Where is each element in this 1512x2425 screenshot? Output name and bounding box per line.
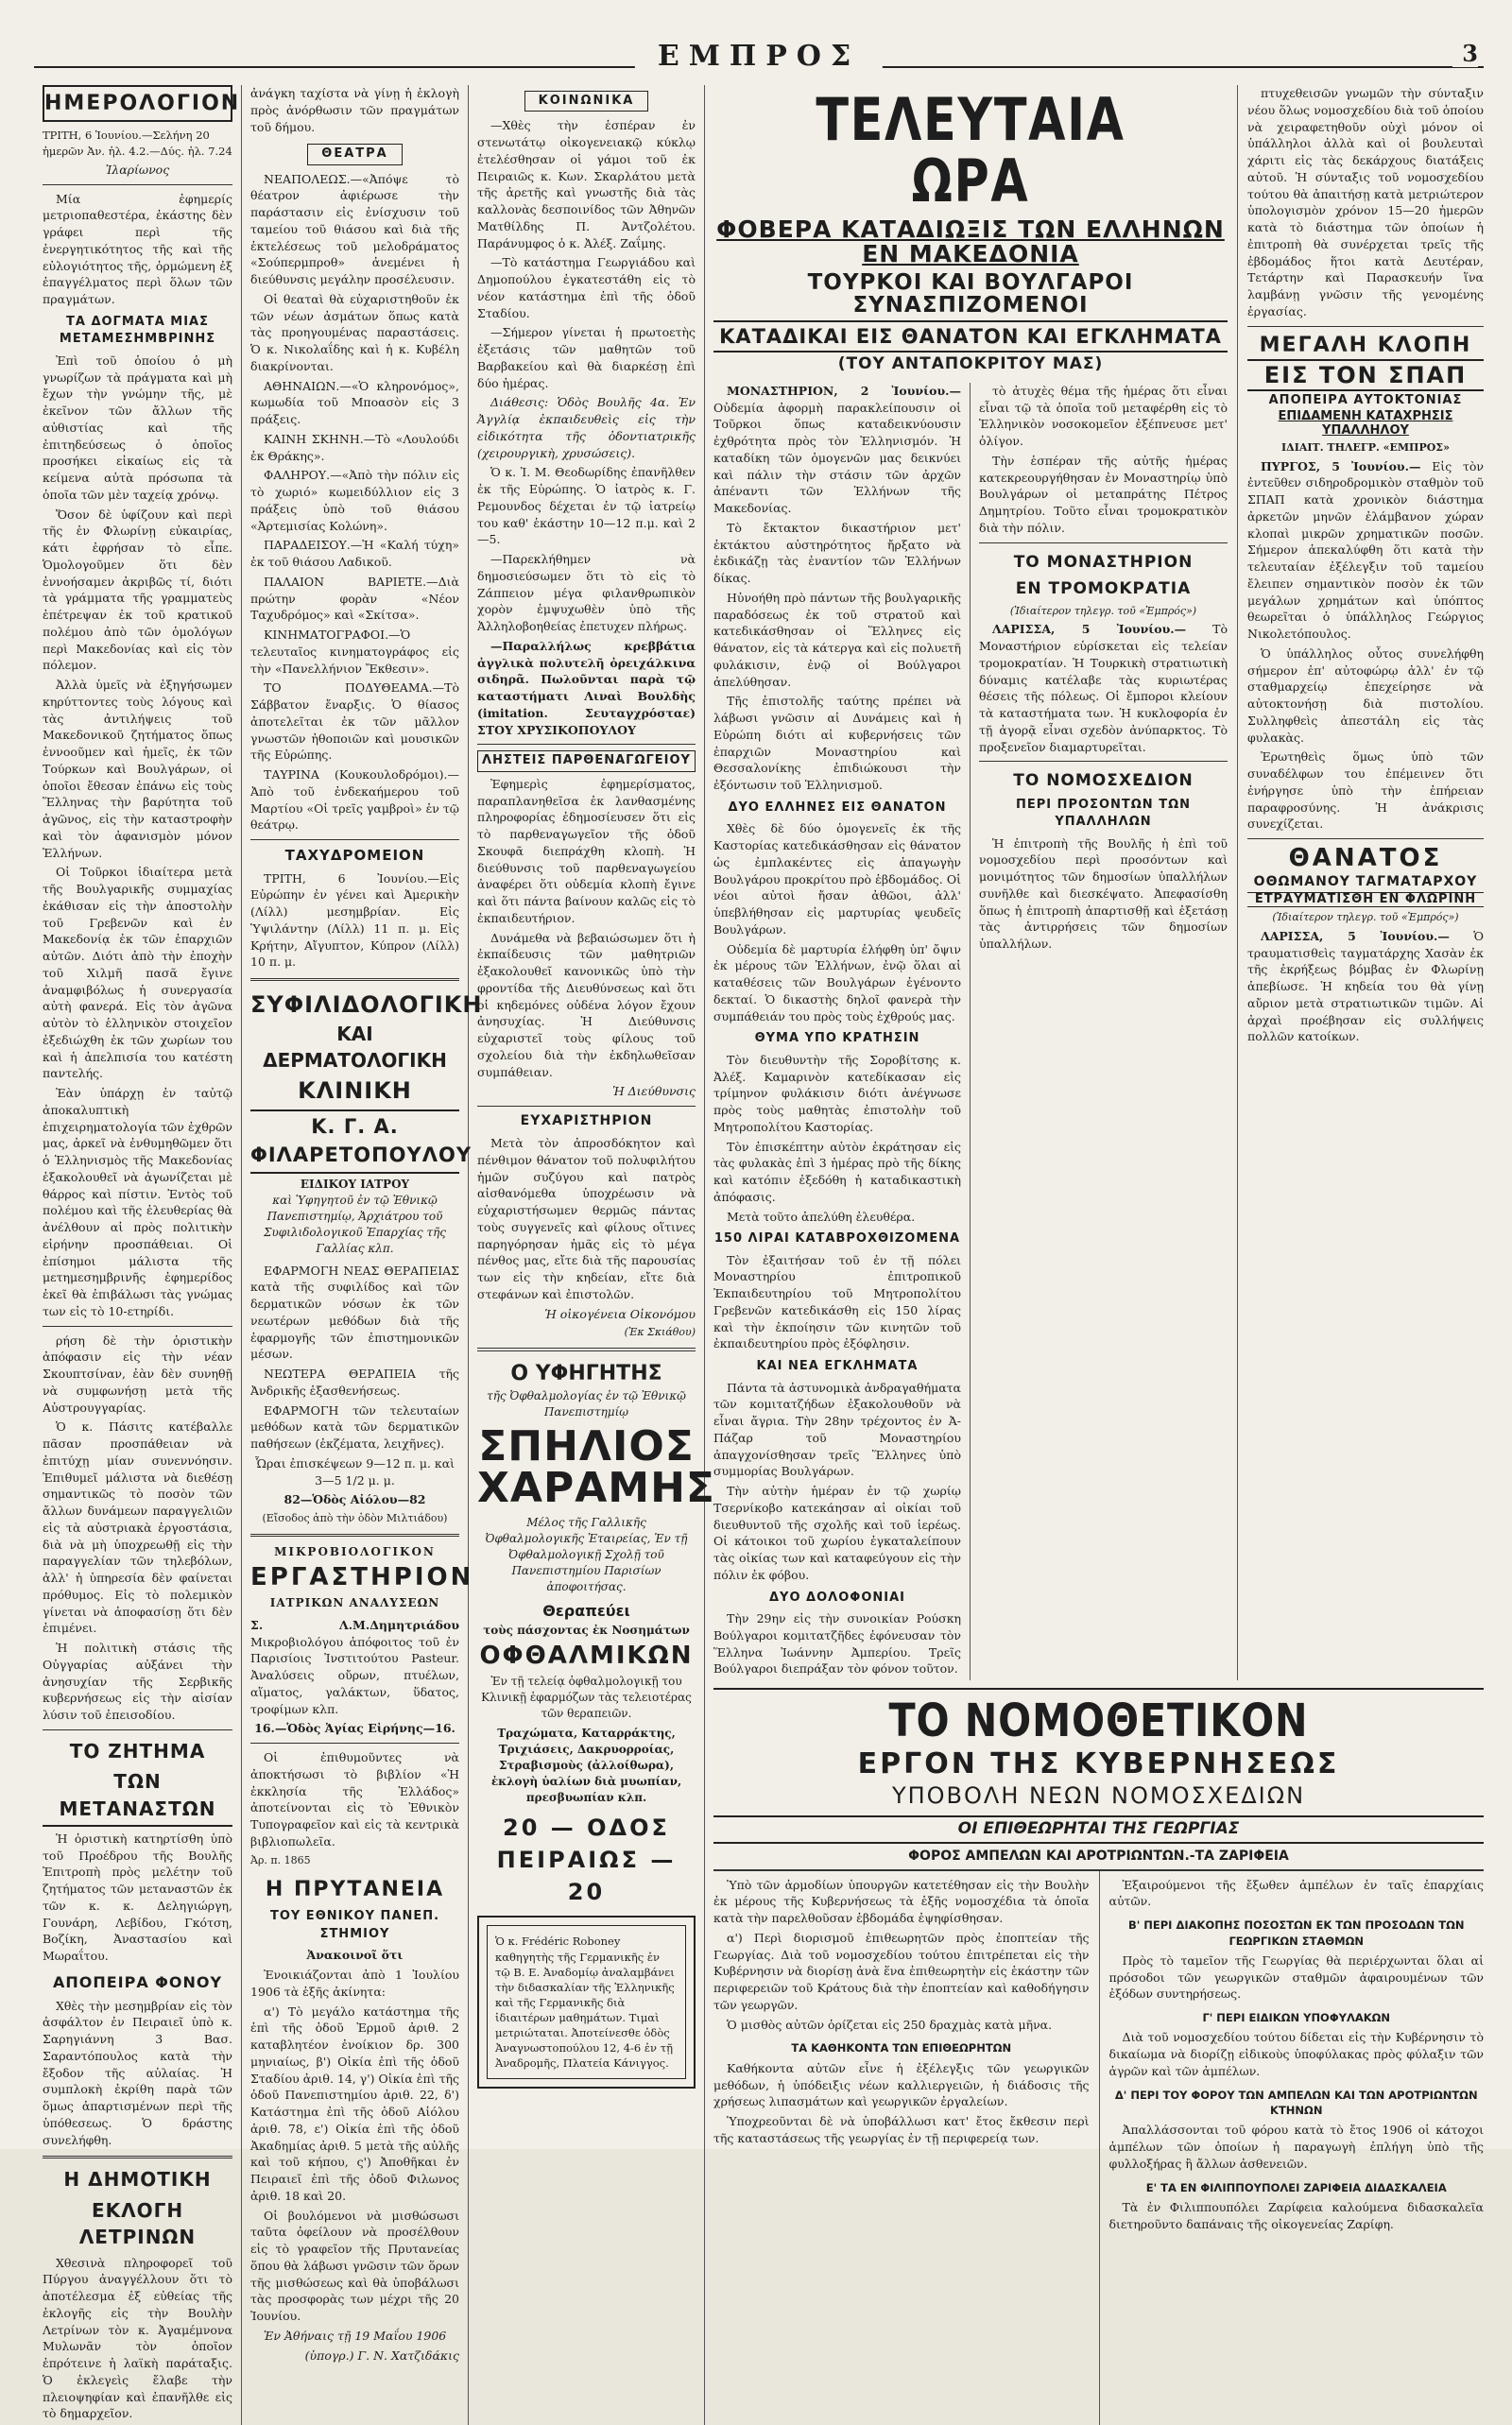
lab-address: 16.—Ὁδὸς Ἁγίας Εἰρήνης—16. bbox=[254, 1721, 455, 1736]
legislative-paragraph: Ὑπὸ τῶν ἁρμοδίων ὑπουργῶν κατετέθησαν εἰς τὴν Βουλὴν ἐκ μέρους τῆς Κυβερνήσεως τὰ ἑξῆς νομοσχέδια τὰ ὁποῖα κατὰ τὴν παρελθοῦσαν ἑβδομάδα ἐψηφίσθησαν. bbox=[713, 1877, 1090, 1926]
ophthalmologist-ad bbox=[477, 1359, 715, 1909]
girls-school-paragraph: Δυνάμεθα νὰ βεβαιώσωμεν ὅτι ἡ ἐκπαίδευσις τῶν μαθητριῶν ἐξακολουθεῖ κανονικῶς ὑπὸ τὴν φροντίδα τῆς Διευθύνσεως καὶ ὅτι οἱ κηδεμόνες οὐδένα λόγον ἔχουν ἀνησυχίας. Ἡ Διεύθυνσις εὐχαριστεῖ τοὺς φίλους τοῦ σχολείου διὰ τὴν ἐκδηλωθεῖσαν συμπάθειαν. bbox=[477, 930, 696, 1079]
divider bbox=[250, 1743, 459, 1744]
clinic-item: ΕΦΑΡΜΟΓΗ ΝΕΑΣ ΘΕΡΑΠΕΙΑΣ κατὰ τῆς συφιλίδος καὶ τῶν δερματικῶν νόσων ἐκ τῶν νεωτέρων μεθόδων διὰ τῆς ἐφαρμογῆς τῶν ἐπιστημονικῶν μέσων. bbox=[250, 1263, 459, 1362]
article-paragraph: Ἐπὶ τοῦ ὁποίου ὁ μὴ γνωρίζων τὰ πράγματα καὶ μὴ ἔχων τὴν γνώμην τῆς, μὲ ἐκεῖνον τῶν ἄλλων τῆς αὐθιστίας καὶ τῆς ἐπιτηδεύσεως ὁ ὁποῖος προσήκει εἰκαίως εἰς τὰ κείμενα αὐτὰ πρόσωπα τὰ ὁποῖα τῶν μὲν ταχείᾳ χρόνῳ. bbox=[43, 353, 232, 502]
ophthalmologist-eye: ΟΦΘΑΛΜΙΚΩΝ bbox=[479, 1642, 694, 1671]
clinic-role: ΕΙΔΙΚΟΥ ΙΑΤΡΟΥ bbox=[300, 1177, 410, 1191]
ophthalmologist-therapy: Θεραπεύει bbox=[542, 1602, 630, 1621]
legislative-paragraph: Πρὸς τὸ ταμεῖον τῆς Γεωργίας θὰ περιέρχωνται ὅλαι αἱ πρόσοδοι τῶν γεωργικῶν σταθμῶν ἀφαιρουμένων τῶν ἐξόδων συντηρήσεως. bbox=[1108, 1952, 1484, 2002]
ophthalmologist-name-2: ΧΑΡΑΜΗΣ bbox=[477, 1464, 715, 1513]
clinic-title-2: ΚΑΙ ΔΕΡΜΑΤΟΛΟΓΙΚΗ bbox=[263, 1023, 447, 1073]
divider bbox=[477, 1106, 696, 1107]
page-number: 3 bbox=[1452, 40, 1478, 67]
article-paragraph: Ἡ πολιτικὴ στάσις τῆς Οὐγγαρίας αὐξάνει τὴν ἀνησυχίαν τῆς Σερβικῆς κυβερνήσεως εἰς τὴν αἰσίαν λύσιν τοῦ ἐπεισοδίου. bbox=[43, 1641, 232, 1723]
main-paragraph: Μετὰ τοῦτο ἀπελύθη ἐλευθέρα. bbox=[727, 1209, 916, 1224]
ophthalmologist-list: Τραχώματα, Καταρράκτης, Τριχιάσεις, Δακρυορροίας, Στραβισμοὺς (ἀλλοίθωρα), ἐκλογὴ ὑαλίων διὰ μυωπίαν, πρεσβυωπίαν κλπ. bbox=[490, 1727, 682, 1805]
legislative-body bbox=[713, 1869, 1484, 2425]
monastir-dateline: ΛΑΡΙΣΣΑ, 5 Ἰουνίου.— bbox=[992, 622, 1187, 637]
theatre-entry: ΤΟ ΠΟΔΥΘΕΑΜΑ.—Τὸ Σάββατον ἔναρξις. Ὁ θίασος ἀποτελεῖται ἐκ τῶν μᾶλλον γνωστῶν ἠθοποιῶν καὶ μουσικῶν τῆς Εὐρώπης. bbox=[250, 680, 459, 763]
divider bbox=[43, 1729, 232, 1730]
social-item: —Τὸ κατάστημα Γεωργιάδου καὶ Δημοπούλου ἐγκατεστάθη εἰς τὸ νέον κατάστημα ἐπὶ τῆς ὁδοῦ Σταδίου. bbox=[477, 255, 696, 320]
clinic-item: ΝΕΩΤΕΡΑ ΘΕΡΑΠΕΙΑ τῆς Ἀνδρικῆς ἐξασθενήσεως. bbox=[250, 1367, 459, 1398]
wide-top bbox=[713, 85, 1484, 1680]
main-right bbox=[971, 383, 1228, 1680]
legislative-subhead: ΤΑ ΚΑΘΗΚΟΝΤΑ ΤΩΝ ΕΠΙΘΕΩΡΗΤΩΝ bbox=[791, 2041, 1012, 2055]
article-subhead: ΤΑ ΔΟΓΜΑΤΑ ΜΙΑΣ ΜΕΤΑΜΕΣΗΜΒΡΙΝΗΣ bbox=[59, 314, 216, 347]
bill-title-2: ΠΕΡΙ ΠΡΟΣΟΝΤΩΝ ΤΩΝ ΥΠΑΛΛΗΛΩΝ bbox=[1015, 797, 1192, 830]
legislative-subhead: Δ' ΠΕΡΙ ΤΟΥ ΦΟΡΟΥ ΤΩΝ ΑΜΠΕΛΩΝ ΚΑΙ ΤΩΝ ΑΡΟΤΡΙΩΝΤΩΝ ΚΤΗΝΩΝ bbox=[1114, 2088, 1478, 2118]
lab-subtitle: ΙΑΤΡΙΚΩΝ ΑΝΑΛΥΣΕΩΝ bbox=[269, 1595, 440, 1609]
headline-persecution: ΦΟΒΕΡΑ ΚΑΤΑΔΙΩΞΙΣ ΤΩΝ ΕΛΛΗΝΩΝ ΕΝ ΜΑΚΕΔΟΝΙΑ bbox=[716, 215, 1225, 268]
legislative-left bbox=[713, 1871, 1099, 2425]
headline-last-hour: ΤΕΛΕΥΤΑΙΑ ΩΡΑ bbox=[816, 85, 1125, 216]
death-title: ΘΑΝΑΤΟΣ bbox=[1288, 844, 1443, 873]
migrants-title-1: ΤΟ ΖΗΤΗΜΑ bbox=[69, 1739, 206, 1763]
clinic-ad bbox=[250, 989, 483, 1257]
theft-title-4: ΕΠΙΔΑΜΕΝΗ ΚΑΤΑΧΡΗΣΙΣ ΥΠΑΛΛΗΛΟΥ bbox=[1278, 409, 1453, 438]
prytaneia-paragraph: Οἱ βουλόμενοι νὰ μισθώσωσι ταῦτα ὀφείλουν νὰ προσέλθουν εἰς τὸ γραφεῖον τῆς Πρυτανείας ὅπου θὰ λάβωσι γνῶσιν τῶν ὅρων τῆς μισθώσεως καὶ θὰ ὑποβάλωσι τὰς προσφορὰς των μέχρι τῆς 20 Ἰουνίου. bbox=[250, 2208, 459, 2324]
theatre-entry: Οἱ θεαταὶ θὰ εὐχαριστηθοῦν ἐκ τῶν νέων ἀσμάτων ὅπως κατὰ τὰς προηγουμένας παραστάσεις. Ὁ κ. Νικολαΐδης καὶ ἡ κ. Κυβέλη διακρίνονται. bbox=[250, 291, 459, 373]
divider bbox=[1247, 326, 1484, 327]
monastir-intro: (Ἰδιαίτερον τηλεγρ. τοῦ «Ἐμπρός») bbox=[1009, 604, 1197, 617]
theft-dateline: ΠΥΡΓΟΣ, 5 Ἰουνίου.— bbox=[1261, 458, 1421, 473]
municipal-title-1: Η ΔΗΜΟΤΙΚΗ bbox=[63, 2168, 212, 2192]
monastir-title-2: ΕΝ ΤΡΟΜΟΚΡΑΤΙΑ bbox=[1015, 578, 1192, 598]
main-subhead: ΘΥΜΑ ΥΠΟ ΚΡΑΤΗΣΙΝ bbox=[754, 1031, 920, 1046]
divider bbox=[250, 1534, 459, 1537]
theatre-entry: ΠΑΡΑΔΕΙΣΟΥ.—Ἡ «Καλή τύχη» ἐκ τοῦ θιάσου Λαδικοῦ. bbox=[250, 538, 459, 570]
column-3 bbox=[469, 85, 715, 2425]
clinic-doctor-name: Κ. Γ. Α. ΦΙΛΑΡΕΤΟΠΟΥΛΟΥ bbox=[250, 1109, 459, 1174]
calendar-header: ΗΜΕΡΟΛΟΓΙΟΝ bbox=[43, 85, 232, 122]
monastir-title-1: ΤΟ ΜΟΝΑΣΤΗΡΙΟΝ bbox=[1013, 552, 1194, 572]
prytaneia-signature: (ὑπογρ.) Γ. Ν. Χατζιδάκις bbox=[304, 2348, 459, 2363]
legislative-paragraph: Καθήκοντα αὐτῶν εἶνε ἡ ἐξέλεγξις τῶν γεωργικῶν μεθόδων, ἡ ὑπόδειξις νέων καλλιεργειῶν, ἡ διάδοσις τῆς χρήσεως λιπασμάτων καὶ γεωργικῶν ἐργαλείων. bbox=[713, 2060, 1090, 2109]
lab-small-title: ΜΙΚΡΟΒΙΟΛΟΓΙΚΟΝ bbox=[274, 1544, 436, 1558]
ophthalmologist-lead: Ο ΥΦΗΓΗΤΗΣ bbox=[510, 1361, 662, 1385]
social-header: ΚΟΙΝΩΝΙΚΑ bbox=[524, 91, 649, 112]
divider bbox=[979, 761, 1228, 762]
social-item: Διάθεσις: Ὁδὸς Βουλῆς 4α. Ἐν Ἀγγλίᾳ ἐκπαιδευθεὶς εἰς τὴν εἰδικότητα τῆς ὀδοντιατρικῆς (χειρουργικὴ, χρυσώσεις). bbox=[477, 395, 696, 460]
main-subhead: 150 ΛΙΡΑΙ ΚΑΤΑΒΡΟΧΘΙΖΟΜΕΝΑ bbox=[713, 1231, 961, 1247]
theatre-entry: ΝΕΑΠΟΛΕΩΣ.—«Ἀπόψε τὸ θέατρον ἀφιέρωσε τὴν παράστασιν εἰς ἐνίσχυσιν τοῦ ταμείου τοῦ θιάσου καὶ διὰ τῆς ἐκτελέσεως τοῦ μελοδράματος «Σούπερμπροθ» ἀνεμένει ἡ διεύθυνσις μεγάλην προσέλευσιν. bbox=[250, 171, 459, 287]
article-paragraph: Ἀλλὰ ὑμεῖς νὰ ἐξηγήσωμεν κηρύττοντες τοὺς λόγους καὶ τὰς ἀντιλήψεις τοῦ Μακεδονικοῦ ζητήματος ὅπως ἐννοοῦμεν καὶ ἡμεῖς, ἐκ τῶν Τούρκων καὶ Βουλγάρων, οἱ ὁποῖοι ἔθεσαν ἐπάνω εἰς τοὺς Ἕλληνας τὴν βαρύτητα τοῦ ἀγῶνος, εἰς τὴν καταστροφὴν καὶ τὸν ἀφανισμὸν μόνον Ἑλλήνων. bbox=[43, 678, 232, 860]
article-paragraph: Ὅσον δὲ ὑφίζουν καὶ περὶ τῆς ἐν Φλωρίνῃ εὐκαιρίας, κάτι ἐφρήσαν τὸ εἶπε. Ὁμολογοῦμεν ὅτι δὲν ἐννοήσαμεν ἀκριβῶς τί, διότι τὰ γράμματα τῆς γραμματεὺς ἐπέτρεψαν ἐκ τοῦ κρατικοῦ πολέμου ἀπὸ τῶν ὁμολόγων περὶ Μακεδονίας καὶ εἰς τὸν πόλεμον. bbox=[43, 507, 232, 673]
article-paragraph: ἀνάγκη ταχίστα νὰ γίνῃ ἡ ἐκλογὴ πρὸς ἀνόρθωσιν τῶν πραγμάτων τοῦ δήμου. bbox=[250, 86, 459, 134]
main-paragraph: Ηὐνοήθη πρὸ πάντων τῆς βουλγαρικῆς παραδόσεως ἐκ τοῦ στρατοῦ καὶ κατεδικάσθησαν οἱ Ἕλληνες εἰς θάνατον, εἰς τὰ κάτεργα καὶ εἰς πολυετῆ φυλάκισιν, ἐνῷ οἱ Βούλγαροι ἀπελύθησαν. bbox=[713, 590, 961, 689]
main-subhead: ΔΥΟ ΕΛΛΗΝΕΣ ΕΙΣ ΘΑΝΑΤΟΝ bbox=[728, 800, 947, 815]
theft-paragraph: Εἰς τὸν ἐντεῦθεν σιδηροδρομικὸν σταθμὸν τοῦ ΣΠΑΠ κατὰ χρονικὸν διάστημα ἀρκετῶν μηνῶν ἐλάμβανον χώραν κλοπαὶ μικρῶν χρηματικῶν ποσῶν. Σήμερον ἀπεκαλύφθη ὅτι κατὰ τὴν τελευταίαν ἐξέλεγξιν τοῦ ταμείου ἔλειπεν σημαντικὸν ποσὸν ἐκ τῶν μεγάλων χρημάτων καὶ ὑπόπτος θεωρεῖται ὁ ὑπάλληλος Γεώργιος Νικολετόπουλος. bbox=[1247, 458, 1484, 642]
bill-paragraph: Ἡ ἐπιτροπὴ τῆς Βουλῆς ἡ ἐπὶ τοῦ νομοσχεδίου περὶ προσόντων καὶ μονιμότητος τῶν δημοσίων ὑπαλλήλων συνῆλθε καὶ διεσκέψατο. Ἀπεφασίσθη ὅπως ἡ ἐπιτροπὴ ἀπαρτισθῇ καὶ ἐξετάσῃ τὰς ἀντιρρήσεις τῶν δημοσίων ὑπαλλήλων. bbox=[979, 835, 1228, 951]
monastir-paragraph: Τὸ Μοναστήριον εὑρίσκεται εἰς τελείαν τρομοκρατίαν. Ἡ Τουρκικὴ στρατιωτικὴ δύναμις κατέλαβε τὰς κυριωτέρας θέσεις τῆς πόλεως. Οἱ ἔμποροι κλείουν τὰ καταστήματα των. Ἡ κυκλοφορία ἐν τῇ ἀγορᾷ εἶναι σχεδὸν ἀνύπαρκτος. Τὸ προξενεῖον διαμαρτυρεῖται. bbox=[979, 622, 1228, 754]
main-dateline: ΜΟΝΑΣΤΗΡΙΟΝ, 2 Ἰουνίου.— bbox=[727, 383, 961, 398]
headline-allied: ΤΟΥΡΚΟΙ ΚΑΙ ΒΟΥΛΓΑΡΟΙ ΣΥΝΑΣΠΙΖΟΜΕΝΟΙ bbox=[807, 269, 1134, 318]
death-dateline: ΛΑΡΙΣΣΑ, 5 Ἰουνίου.— bbox=[1261, 928, 1450, 943]
lab-doctor: Σ. Λ.Μ.Δημητριάδου bbox=[250, 1617, 459, 1632]
legislative-title-1: ΤΟ ΝΟΜΟΘΕΤΙΚΟΝ bbox=[888, 1694, 1309, 1748]
murder-attempt-paragraph: Χθὲς τὴν μεσημβρίαν εἰς τὸν ἀσφάλτον ἐν Πειραιεῖ ὑπὸ κ. Σαρηγιάννη 3 Βασ. Σαραντόπουλος κατὰ τὴν ἔξοδον τῆς αὐλαίας. Ἡ συμπλοκὴ ἐκρίθη παρὰ τῶν ὅμως ἀπαρτισμένων περὶ τῆς ὑπόθεσεως. Ὁ δράστης συνελήφθη. bbox=[43, 1998, 232, 2147]
theft-paragraph: Ἐρωτηθεὶς ὅμως ὑπὸ τῶν συναδέλφων του ἐπέμεινεν ὅτι ἐνήργησε ὑπὸ τὴν ἐπήρειαν παραφροσύνης. Ἡ ἀνάκρισις συνεχίζεται. bbox=[1247, 749, 1484, 832]
thanks-paragraph: Μετὰ τὸν ἀπροσδόκητον καὶ πένθιμον θάνατον τοῦ πολυφιλήτου ἡμῶν συζύγου καὶ πατρὸς αἰσθανόμεθα ὑποχρέωσιν νὰ εὐχαριστήσωμεν θερμῶς πάντας τοὺς συγγενεῖς καὶ φίλους οἵτινες παρηγόρησαν ἡμᾶς εἰς τὸ μέγα πένθος μας, εἴτε διὰ τῆς παρουσίας των εἰς τὴν κηδείαν, εἴτε διὰ στεφάνων καὶ ἐπιστολῶν. bbox=[477, 1136, 696, 1301]
main-paragraph: Τὸ ἔκτακτον δικαστήριον μετ' ἐκτάκτου αὐστηρότητος ἤρξατο νὰ ἐκδικάζῃ τὰς ἐναντίον τῶν Ἑλλήνων δίκας. bbox=[713, 520, 961, 586]
clinic-title-1: ΣΥΦΙΛΙΔΟΛΟΓΙΚΗ bbox=[250, 991, 483, 1018]
migrants-paragraph: Ἡ ὁριστικὴ κατηρτίσθη ὑπὸ τοῦ Προέδρου τῆς Βουλῆς Ἐπιτροπὴ πρὸς μελέτην τοῦ ζητήματος τῶν μεταναστῶν ἐκ τῶν κ. κ. Δεληγιώργη, Γουνάρη, Λεβίδου, Γκότση, Βοζίκη, Ἀναστασίου καὶ Μωραΐτου. bbox=[43, 1831, 232, 1964]
prytaneia-paragraph: α') Τὸ μεγάλο κατάστημα τῆς ἐπὶ τῆς ὁδοῦ Ἑρμοῦ ἀριθ. 2 καταβλητέον ἐνοίκιον δρ. 300 μηνιαίως, β') Οἰκία ἐπὶ τῆς ὁδοῦ Σταδίου ἀριθ. 14, γ') Οἰκία ἐπὶ τῆς ὁδοῦ Πανεπιστημίου ἀριθ. 22, δ') Κατάστημα ἐπὶ τῆς ὁδοῦ Αἰόλου ἀριθ. 78, ε') Οἰκία ἐπὶ τῆς ὁδοῦ Ἀκαδημίας ἀριθ. 5 μετὰ τῆς αὐλῆς καὶ τοῦ κήπου, ς') Ἀποθῆκαι ἐν Πειραιεῖ ἐπὶ τῆς ὁδοῦ Φιλωνος ἀριθ. 18 καὶ 20. bbox=[250, 2004, 459, 2203]
main-paragraph: Τὸν ἐξαιτήσαν τοῦ ἐν τῇ πόλει Μοναστηρίου ἐπιτροπικοῦ Ἐκπαιδευτηρίου τοῦ Μητροπολίτου Γρεβενῶν κατεδικάσθη εἰς 150 λίρας καὶ τὴν ἐκποίησιν τῶν κινητῶν τοῦ ἐκπαιδευτηρίου πρὸς ἐξόφλησιν. bbox=[713, 1252, 961, 1351]
article-paragraph: ρήση δὲ τὴν ὁριστικὴν ἀπόφασιν εἰς τὴν νέαν Σκουπτσίναν, ἐὰν δὲν συνηθῇ νὰ συμφωνήσῃ μετὰ τῆς Αὐστρουγγαρίας. bbox=[43, 1333, 232, 1415]
girls-school-paragraph: Ἐφημερὶς ἐφημερίσματος, παραπλανηθεῖσα ἐκ λανθασμένης πληροφορίας ἐδημοσίευσεν ὅτι εἰς τὸ παρθεναγωγεῖον τῆς ὁδοῦ Σκουφᾶ διεπράχθη κλοπὴ. Ἡ διεύθυνσις τοῦ παρθεναγωγείου ἀναφέρει ὅτι οὐδεμία κλοπὴ ἔγινε καὶ ὅτι πάντα βαίνουν καλῶς εἰς τὸ ἐκπαιδευτήριον. bbox=[477, 776, 696, 925]
municipal-paragraph: Χθεσινὰ πληροφορεῖ τοῦ Πύργου ἀναγγέλλουν ὅτι τὸ ἀποτέλεσμα ἐξ εὐθείας τῆς ἐκλογῆς εἰς τὴν Βουλὴν Λετρίνων τὸν κ. Ἀγαμέμνονα Μυλωνᾶν τὸν ὁποῖον ἐπρότεινε ἡ λαϊκὴ παράταξις. Ὁ ἐκλεγεὶς ἔλαβε τὴν πλειοψηφίαν καὶ ἐπανῆλθε εἰς τὸ δημαρχεῖον. bbox=[43, 2255, 232, 2421]
social-item: —Παρεκλήθημεν νὰ δημοσιεύσωμεν ὅτι τὸ εἰς τὸ Ζάππειον μέγα φιλανθρωπικὸν χορὸν ἐμψυχωθὲν ὑπὸ τῆς Ἀλληλοβοηθείας ἐπετυχεν πλήρως. bbox=[477, 552, 696, 634]
legislative-paragraph: Ἐξαιρούμενοι τῆς ἔξωθεν ἀμπέλων ἐν ταῖς ἐπαρχίαις αὐτῶν. bbox=[1108, 1877, 1484, 1909]
divider bbox=[979, 542, 1228, 543]
clinic-address-note: (Εἴσοδος ἀπὸ τὴν ὁδὸν Μιλτιάδου) bbox=[262, 1512, 448, 1525]
main-paragraph: Τὴν 29ην εἰς τὴν συνοικίαν Ρούσκη Βούλγαροι κομιτατζῆδες ἐφόνευσαν τὸν Ἕλληνα Ἰωάννην Ἀμπερίου. Τρεῖς Βούλγαροι διεπράξαν τὸν φόνον τοῦτον. bbox=[713, 1611, 961, 1677]
lab-ad bbox=[250, 1544, 474, 1611]
legislative-paragraph: α') Περὶ διορισμοῦ ἐπιθεωρητῶν πρὸς ἐποπτείαν τῆς Γεωργίας. Διὰ τοῦ νομοσχεδίου τούτου ἐπιτρέπεται εἰς τὴν Κυβέρνησιν νὰ διορίσῃ ἀνὰ ἕνα ἐπιθεωρητὴν εἰς ἑκάστην τῶν περιφερειῶν τοῦ Κράτους διὰ τὴν ἐποπτείαν καὶ καθοδήγησιν τῶν γεωργῶν. bbox=[713, 1930, 1090, 2012]
clinic-title-3: ΚΛΙΝΙΚΗ bbox=[298, 1076, 412, 1104]
theatre-entry: ΠΑΛΑΙΟΝ ΒΑΡΙΕΤΕ.—Διὰ πρώτην φορὰν «Νέον Ταχυδρόμος» καὶ «Σκίτσα». bbox=[250, 574, 459, 623]
masthead bbox=[34, 19, 1484, 85]
main-paragraph: Οὐδεμία ἀφορμὴ παρακλείπουσιν οἱ Τοῦρκοι ὅπως καταδεικνύουσιν ἐχθρότητα πρὸς τὸν Ἑλληνισμόν. Ἡ καταδίκη τῶν ὁμογενῶν μας δεικνύει καὶ πάλιν τὴν στάσιν τῶν ἀρχῶν ἀπέναντι τῶν Ἑλλήνων τῆς Μακεδονίας. bbox=[713, 400, 961, 516]
prytaneia-lead: Ἀνακοινοῖ ὅτι bbox=[306, 1948, 404, 1963]
social-item: —Παραλλήλως κρεββάτια ἀγγλικὰ πολυτελῆ ὀρειχάλκινα σιδηρᾶ. Πωλοῦνται παρὰ τῷ καταστήματι Λιναὶ Βουλδὴς (imitation. Σευταγχρόσταε) ΣΤΟΥ ΧΡΥΣΙΚΟΠΟΥΛΟΥ bbox=[477, 638, 696, 737]
divider bbox=[250, 839, 459, 840]
wide-area bbox=[705, 85, 1484, 2425]
girls-school-header: ΛΗΣΤΕΙΣ ΠΑΡΘΕΝΑΓΩΓΕΙΟΥ bbox=[477, 750, 696, 771]
divider bbox=[43, 2156, 232, 2158]
divider bbox=[250, 978, 459, 981]
municipal-title-2: ΕΚΛΟΓΗ ΛΕΤΡΙΝΩΝ bbox=[78, 2198, 197, 2249]
notice-paragraph: Οἱ ἐπιθυμοῦντες νὰ ἀποκτήσωσι τὸ βιβλίον «Ἡ ἐκκλησία τῆς Ἑλλάδος» ἀποτείνονται εἰς τὸ Ἐθνικὸν Τυπογραφεῖον καὶ εἰς τὰ κεντρικὰ βιβλιοπωλεῖα. bbox=[250, 1750, 459, 1849]
clinic-address: 82—Ὁδὸς Αἰόλου—82 bbox=[284, 1492, 426, 1507]
theft-title-2: ΕΙΣ ΤΟΝ ΣΠΑΠ bbox=[1247, 359, 1484, 391]
main-subhead: ΚΑΙ ΝΕΑ ΕΓΚΛΗΜΑΤΑ bbox=[756, 1359, 919, 1374]
headline-correspondent: (ΤΟΥ ΑΝΤΑΠΟΚΡΙΤΟΥ ΜΑΣ) bbox=[837, 354, 1104, 374]
prytaneia-date: Ἐν Ἀθήναις τῇ 19 Μαΐου 1906 bbox=[263, 2328, 447, 2343]
main-paragraph: Οὐδεμία δὲ μαρτυρία ἐλήφθη ὑπ' ὄψιν ἐκ μέρους τῶν Ἑλλήνων, ἐνῷ ὅλαι αἱ καταθέσεις τῶν Βουλγάρων ἐγένοντο δεκταί. Ὁ δικαστὴς δηλοῖ φανερὰ τὴν συμπάθειάν του πρὸς τοὺς ἐχθρούς μας. bbox=[713, 941, 961, 1023]
clinic-hours: Ὧραι ἐπισκέψεων 9—12 π. μ. καὶ 3—5 1/2 μ. μ. bbox=[254, 1455, 455, 1488]
legislative-title-4: ΟΙ ΕΠΙΘΕΩΡΗΤΑΙ ΤΗΣ ΓΕΩΡΓΙΑΣ bbox=[713, 1815, 1484, 1844]
death-intro: (Ἰδιαίτερον τηλεγρ. τοῦ «Ἐμπρός») bbox=[1272, 911, 1459, 924]
main-left bbox=[713, 383, 971, 1680]
main-paragraph: Τὸν διευθυντὴν τῆς Σοροβίτσης κ. Ἀλέξ. Καμαρινὸν κατεδίκασαν εἰς τρίμηνον φυλάκισιν διότι ἀνέγνωσε πρὸς τοὺς μαθητὰς ἐπιστολὴν τοῦ Μητροπολίτου Καστορίας. bbox=[713, 1052, 961, 1134]
main-paragraph: Πάντα τὰ ἀστυνομικὰ ἀνδραγαθήματα τῶν κομιτατζήδων ἐξακολουθοῦν νὰ εἶναι ἄγρια. Τὴν 28ην τρέχοντος ἐν Ἀ-Πάζαρ τοῦ Μοναστηρίου ἀπαγχονίσθησαν τρεῖς Ἕλληνες ὑπὸ συμμορίας Βουλγάρων. bbox=[713, 1380, 961, 1479]
calendar-saint: Ἰλαρίωνος bbox=[105, 162, 170, 177]
legislative-paragraph: Ὁ μισθὸς αὐτῶν ὁρίζεται εἰς 250 δραχμὰς κατὰ μῆνα. bbox=[727, 2017, 1053, 2032]
theatre-entry: ΑΘΗΝΑΙΩΝ.—«Ὁ κληρονόμος», κωμωδία τοῦ Μποασὸν εἰς 3 πράξεις. bbox=[250, 378, 459, 427]
legislative-title-5: ΦΟΡΟΣ ΑΜΠΕΛΩΝ ΚΑΙ ΑΡΟΤΡΙΩΝΤΩΝ.-ΤΑ ΖΑΡΙΦΕΙΑ bbox=[908, 1849, 1289, 1865]
theft-title-3: ΑΠΟΠΕΙΡΑ ΑΥΤΟΚΤΟΝΙΑΣ bbox=[1268, 393, 1463, 408]
theft-title-1: ΜΕΓΑΛΗ ΚΛΟΠΗ bbox=[1259, 333, 1472, 357]
thanks-header: ΕΥΧΑΡΙΣΤΗΡΙΟΝ bbox=[520, 1113, 653, 1129]
legislative-subhead: Ε' ΤΑ ΕΝ ΦΙΛΙΠΠΟΥΠΟΛΕΙ ΖΑΡΙΦΕΙΑ ΔΙΔΑΣΚΑΛΕΙΑ bbox=[1145, 2180, 1447, 2194]
ophthalmologist-sub: τῆς Ὀφθαλμολογίας ἐν τῷ Ἐθνικῷ Πανεπιστημίῳ bbox=[487, 1389, 686, 1419]
divider bbox=[43, 184, 232, 185]
legislative-header bbox=[713, 1688, 1484, 1864]
divider bbox=[43, 1326, 232, 1327]
social-item: —Χθὲς τὴν ἑσπέραν ἐν στενωτάτῳ οἰκογενειακῷ κύκλῳ ἐτελέσθησαν οἱ γάμοι τοῦ ἐκ Πειραιῶς κ. Κων. Σκαρλάτου μετὰ τῆς ἀρετῆς καὶ γνωστῆς διὰ τὰς καλλονὰς δεσποινίδος τῶν Ἀθηνῶν Ματθίλδης Π. Ἀντζολέτου. Παράνυμφος ὁ κ. Ἀλέξ. Ζαΐμης. bbox=[477, 118, 696, 250]
divider bbox=[477, 1348, 696, 1351]
clinic-description: καὶ Ὑφηγητοῦ ἐν τῷ Ἐθνικῷ Πανεπιστημίῳ, Ἀρχιάτρου τοῦ Συφιλιδολογικοῦ Ἐπαρχίας τῆς Γαλλίας κλπ. bbox=[263, 1193, 446, 1255]
prytaneia-paragraph: Ἐνοικιάζονται ἀπὸ 1 Ἰουλίου 1906 τὰ ἑξῆς ἀκίνητα: bbox=[250, 1968, 459, 1999]
divider bbox=[477, 744, 696, 745]
columns bbox=[34, 85, 1484, 2421]
legislative-title-3: ΥΠΟΒΟΛΗ ΝΕΩΝ ΝΟΜΟΣΧΕΔΙΩΝ bbox=[891, 1782, 1306, 1810]
main-paragraph: Χθὲς δὲ δύο ὁμογενεῖς ἐκ τῆς Καστορίας κατεδικάσθησαν εἰς θάνατον ὡς ἐμπλακέντες εἰς ἀπαγωγὴν Βουλγάρου προκρίτου πρὸ ἑβδομάδος. Οἱ νέοι αὐτοὶ ἤσαν ἀθῶοι, ἀλλ' ὑπεβλήθησαν εἰς μαρτυρίας ψευδεῖς Βουλγάρων. bbox=[713, 821, 961, 937]
column-1 bbox=[34, 85, 242, 2425]
headline-sentences: ΚΑΤΑΔΙΚΑΙ ΕΙΣ ΘΑΝΑΤΟΝ ΚΑΙ ΕΓΚΛΗΜΑΤΑ bbox=[713, 320, 1228, 353]
lab-title: ΕΡΓΑΣΤΗΡΙΟΝ bbox=[250, 1562, 474, 1591]
column-2 bbox=[242, 85, 483, 2425]
ophthalmologist-description: Μέλος τῆς Γαλλικῆς Ὀφθαλμολογικῆς Ἑταιρείας, Ἐν τῇ Ὀφθαλμολογικῇ Σχολῇ τοῦ Πανεπιστημίου Παρισίων ἀποφοιτήσας. bbox=[485, 1516, 688, 1594]
legislative-title-2: ΕΡΓΟΝ ΤΗΣ ΚΥΒΕΡΝΗΣΕΩΣ bbox=[857, 1746, 1340, 1780]
theatre-entry: ΤΑΥΡΙΝΑ (Κουκουλοδρόμοι).—Ἀπὸ τοῦ ἐνδεκαήμερου τοῦ Μαρτίου «Οἱ τρεῖς γαμβροὶ» ἐν τῷ θεάτρῳ. bbox=[250, 767, 459, 833]
tutor-ad bbox=[477, 1916, 696, 2089]
calendar-dateline: ΤΡΙΤΗ, 6 Ἰουνίου.—Σελήνη 20 ἡμερῶν Ἀν. ἡλ. 4.2.—Δύς. ἡλ. 7.24 bbox=[43, 129, 232, 158]
main-story-body bbox=[713, 383, 1228, 1680]
thanks-signature: Ἡ οἰκογένεια Οἰκονόμου bbox=[544, 1306, 696, 1321]
main-paragraph: Τῆς ἐπιστολῆς ταύτης πρέπει νὰ λάβωσι γνῶσιν αἱ Δυνάμεις καὶ ἡ Εὐρώπη διότι αἱ κυβερνήσεις τῶν ἐπαρχιῶν Μοναστηρίου καὶ Θεσσαλονίκης ἐπιδιώκουσι τὴν ἐξόντωσιν τοῦ Ἑλληνισμοῦ. bbox=[713, 694, 961, 793]
death-subtitle-2: ΕΤΡΑΥΜΑΤΙΣΘΗ ΕΝ ΦΛΩΡΙΝΗ bbox=[1247, 892, 1484, 907]
legislative-paragraph: Ἀπαλλάσσονται τοῦ φόρου κατὰ τὸ ἔτος 1906 οἱ κάτοχοι ἀμπέλων τῶν ὁποίων ἡ παραγωγὴ ἐπλήγη ὑπὸ τῆς φυλλοξήρας ἢ ἄλλων ἀσθενειῶν. bbox=[1108, 2123, 1484, 2171]
main-story bbox=[713, 85, 1238, 1680]
main-paragraph: τὸ ἀτυχὲς θέμα τῆς ἡμέρας ὅτι εἶναι εἶναι τῷ τὰ ὁποῖα τοῦ μεταφέρθη εἰς τὸ Ἑλληνικὸν νοσοκομεῖον ἐξέπνευσε μετ' ὀλίγον. bbox=[979, 383, 1228, 449]
main-paragraph: Τὴν ἑσπέραν τῆς αὐτῆς ἡμέρας κατεκρεουργήθησαν ἐν Μοναστηρίῳ ὑπὸ Βουλγάρων οἱ μεταπράτης Πέτρος Δημητρίου. Τοῦτο εἶναι τρομοκρατικὸν διὰ τὴν πόλιν. bbox=[979, 453, 1228, 535]
article-paragraph: Μία ἐφημερίς μετριοπαθεστέρα, ἐκάστης δὲν γράφει περὶ τῆς ἐνεργητικότητος τῆς καὶ τῆς εὐλογιότητος τῆς, ὁρμώμενη ἐξ ἐπαγγέλματος περὶ ὅλων τῶν πραγμάτων. bbox=[43, 191, 232, 307]
thanks-signature-place: (Ἐκ Σκιάθου) bbox=[624, 1326, 696, 1339]
article-paragraph: Οἱ Τοῦρκοι ἰδιαίτερα μετὰ τῆς Βουλγαρικῆς συμμαχίας ἐκάθισαν εἰς τὴν ἀποστολὴν τοῦ Γρεβενῶν καὶ ἐν Μακεδονίᾳ ἐκ τῶν ἐπαρχιῶν αὐτῶν. Διότι ἀπὸ τὴν ἐποχὴν τοῦ Χιλμῆ πασᾶ ἔγινε ἀναμφιβόλως ἡ συνεργασία αὐτὴ φανερά. Εἰς τὸν ἀγῶνα αὐτὸν τὸ ἑλληνικὸν στοιχεῖον ἐξεδιώχθη ἐκ τῶν χωρίων του καὶ ἡ ἀπελπισία του κατέστη παντελής. bbox=[43, 865, 232, 1081]
main-subhead: ΔΥΟ ΔΟΛΟΦΟΝΙΑΙ bbox=[769, 1590, 905, 1605]
divider bbox=[1247, 838, 1484, 839]
legislative-right bbox=[1099, 1871, 1485, 2425]
ophthalmologist-name-1: ΣΠΗΛΙΟΣ bbox=[478, 1422, 695, 1471]
post-office-paragraph: ΤΡΙΤΗ, 6 Ἰουνίου.—Εἰς Εὐρώπην ἐν γένει καὶ Ἀμερικὴν (Λίλλ) μεσημβρίαν. Εἰς Ὑψιλάντην (Λίλλ) 11 π. μ. Εἰς Κρήτην, Αἴγυπτον, Κύπρον (Λίλλ) 10 π. μ. bbox=[250, 870, 459, 970]
lab-paragraph: Μικροβιολόγου ἀπόφοιτος τοῦ ἐν Παρισίοις Ἰνστιτούτου Pasteur. Ἀναλύσεις οὔρων, πτυέλων, αἵματος, γαλάκτων, ὕδατος, τροφίμων κλπ. bbox=[250, 1634, 459, 1716]
death-subtitle: ΟΘΩΜΑΝΟΥ ΤΑΓΜΑΤΑΡΧΟΥ bbox=[1253, 873, 1478, 889]
prytaneia-subtitle: ΤΟΥ ΕΘΝΙΚΟΥ ΠΑΝΕΠ. ΣΤΗΜΙΟΥ bbox=[269, 1909, 440, 1941]
post-office-header: ΤΑΧΥΔΡΟΜΕΙΟΝ bbox=[284, 847, 425, 865]
side-column bbox=[1238, 85, 1484, 1680]
legislative-paragraph: Ὑποχρεοῦνται δὲ νὰ ὑποβάλλωσι κατ' ἔτος ἔκθεσιν περὶ τῆς καταστάσεως τῆς γεωργίας ἐν τῇ περιφερείᾳ των. bbox=[713, 2114, 1090, 2145]
main-paragraph: Τὸν ἐπισκέπτην αὐτὸν ἐκράτησαν εἰς τὰς φυλακὰς ἐπὶ 3 ἡμέρας πρὸ τῆς δίκης καὶ κατόπιν ἐξεδόθη ἡ καταδικαστικὴ ἀπόφασις. bbox=[713, 1139, 961, 1204]
ophthalmologist-clinic: Ἐν τῇ τελείᾳ ὀφθαλμολογικῇ του Κλινικῇ ἐφαρμόζων τὰς τελειοτέρας τῶν θεραπειῶν. bbox=[481, 1675, 692, 1721]
theft-intro: ΙΔΙΑΙΤ. ΤΗΛΕΓΡ. «ΕΜΠΡΟΣ» bbox=[1281, 440, 1450, 454]
ophthalmologist-therapy-2: τοὺς πάσχοντας ἐκ Νοσημάτων bbox=[483, 1624, 690, 1638]
prytaneia-title: Η ΠΡΥΤΑΝΕΙΑ bbox=[265, 1878, 445, 1902]
ophthalmologist-address: 20 — ΟΔΟΣ ΠΕΙΡΑΙΩΣ — 20 bbox=[496, 1814, 677, 1906]
article-paragraph: Ὁ κ. Πάσιτς κατέβαλλε πᾶσαν προσπάθειαν νὰ ἐπιτύχῃ μίαν συνεννόησιν. Ἐπιθυμεῖ μάλιστα νὰ διεθέσῃ σημαντικῶς τὸ ποσὸν τῶν ἄλλων δυνάμεων παραγγελιῶν εἰς τὰ αὐστριακὰ ἐργοστάσια, διὰ νὰ μὴ ὑποχρεωθῇ εἰς τὴν παραγγελίαν τῶν τηλεβόλων, ἀλλ' ἡ ὑπηρεσία δὲν φαίνεται πρόθυμος. Εἰς τὸ πολεμικὸν γίνεται νὰ ἀποφασίσῃ ὅτι δὲν ἐπιμένει. bbox=[43, 1419, 232, 1636]
social-item: —Σήμερον γίνεται ἡ πρωτοετὴς ἐξετάσις τῶν μαθητῶν τοῦ Βαρβακείου καὶ θὰ διαρκέσῃ ἐπὶ δύο ἡμέρας. bbox=[477, 325, 696, 390]
social-item: Ὁ κ. Ἰ. Μ. Θεοδωρίδης ἐπανῆλθεν ἐκ τῆς Εὐρώπης. Ὁ ἰατρὸς κ. Γ. Ρεμουνδος δέχεται ἐν τῷ ἰατρείῳ του καθ' ἑκάστην 10—12 π.μ. καὶ 2—5. bbox=[477, 465, 696, 547]
legislative-subhead: Β' ΠΕΡΙ ΔΙΑΚΟΠΗΣ ΠΟΣΟΣΤΩΝ ΕΚ ΤΩΝ ΠΡΟΣΟΔΩΝ ΤΩΝ ΓΕΩΡΓΙΚΩΝ ΣΤΑΘΜΩΝ bbox=[1127, 1918, 1465, 1948]
theatre-entry: ΦΑΛΗΡΟΥ.—«Ἀπὸ τὴν πόλιν εἰς τὸ χωριό» κωμειδύλλιον εἰς 3 πράξεις ὑπὸ τοῦ θιάσου «Ἀρτεμισίας Κολώνη». bbox=[250, 468, 459, 533]
article-paragraph: Ἐὰν ὑπάρχῃ ἐν ταὐτῷ ἀποκαλυπτικὴ ἐπιχειρηματολογία τῶν ἐχθρῶν μας, ἀρκεῖ νὰ ἐνθυμηθῶμεν ὅτι ὁ Ἑλληνισμὸς τῆς Μακεδονίας ἐξακολουθεῖ νὰ ἀγωνίζεται μὲ θάρρος καὶ πίστιν. Ἐντὸς τοῦ πολέμου καὶ τῆς ἐλευθερίας θὰ ἀνέλθουν αἱ πρὸς πολιτικὴν εἰρήνην προσπάθειαι. Οἱ ἐπίσημοι μάλιστα τῆς μετημεσημβρινῆς ἐφημερίδος ἐκεῖ θὰ ἐπιβάλωσι τὰς γνώμας των εἰς τὸ 10-ετηρίδι. bbox=[43, 1086, 232, 1318]
bill-title-1: ΤΟ ΝΟΜΟΣΧΕΔΙΟΝ bbox=[1013, 771, 1194, 791]
theatre-entry: ΚΑΙΝΗ ΣΚΗΝΗ.—Τὸ «Λουλούδι ἐκ Θράκης». bbox=[250, 431, 459, 463]
murder-attempt-title: ΑΠΟΠΕΙΡΑ ΦΟΝΟΥ bbox=[52, 1972, 223, 1991]
theft-paragraph: Ὁ ὑπάλληλος οὗτος συνελήφθη σήμερον ἐπ' αὐτοφώρῳ ἀλλ' ἐν τῷ σταθμαρχείῳ ἐπεχείρησε νὰ αὐτοκτονήσῃ διὰ πιστολίου. Συλληφθεὶς ἀπεστάλη εἰς τὰς φυλακὰς. bbox=[1247, 645, 1484, 745]
main-paragraph: Τὴν αὐτὴν ἡμέραν ἐν τῷ χωρίῳ Τσερνίκοβο κατεκάησαν αἱ οἰκίαι τοῦ διευθυντοῦ τῆς σχολῆς καὶ τοῦ ἱερέως. Οἱ κάτοικοι τοῦ χωρίου ἐγκαταλείπουν τὰς οἰκίας των καὶ καταφεύγουν εἰς τὴν πόλιν ἐκ φόβου. bbox=[713, 1484, 961, 1582]
clinic-item: ΕΦΑΡΜΟΓΗ τῶν τελευταίων μεθόδων κατὰ τῶν δερματικῶν παθήσεων (ἐκζέματα, λειχῆνες). bbox=[250, 1402, 459, 1452]
theatre-entry: ΚΙΝΗΜΑΤΟΓΡΑΦΟΙ.—Ὁ τελευταῖος κινηματογράφος εἰς τὴν «Πανελλήνιον Ἔκθεσιν». bbox=[250, 628, 459, 676]
legislative-subhead: Γ' ΠΕΡΙ ΕΙΔΙΚΩΝ ΥΠΟΦΥΛΑΚΩΝ bbox=[1202, 2011, 1391, 2025]
tutor-ad-text: Ὁ κ. Frédéric Roboney καθηγητὴς τῆς Γερμανικῆς ἐν τῷ Β. Ε. Ἀναδομίῳ ἀναλαμβάνει τὴν διδασκαλίαν τῆς Ἐλληνικῆς καὶ τῆς Γερμανικῆς διὰ ἰδιαιτέρων μαθημάτων. Τιμαὶ μετριώταται. Ἀποτείνεσθε ὁδὸς Ἀναγνωστοπούλου 12, 4-6 ἐν τῇ Ἀναδρομῆς, Πλατεία Κάνιγγος. bbox=[487, 1925, 686, 2079]
theatres-header: ΘΕΑΤΡΑ bbox=[307, 144, 402, 164]
death-paragraph: Ὁ τραυματισθεὶς ταγματάρχης Χασὰν ἐκ τῆς ἐκρήξεως βόμβας ἐν Φλωρίνῃ ἀπεβίωσε. Ἡ κηδεία του θὰ γίνῃ αὔριον μετὰ στρατιωτικῶν τιμῶν. Αἱ ἀρχαὶ προέβησαν εἰς συλλήψεις πολλῶν κατοίκων. bbox=[1247, 928, 1484, 1044]
side-paragraph: πτυχεθεισῶν γνωμῶν τὴν σύνταξιν νέου ὅλως νομοσχεδίου διὰ τοῦ ὁποίου νὰ χειραφετηθοῦν οὐχὶ μόνον οἱ ὑπάλληλοι ἀλλὰ καὶ οἱ βουλευταὶ χάριτι εἰς τὰς δεκάρχους διατάξεις αὐτοῦ. Ἡ σύνταξις τοῦ νομοσχεδίου τούτου θὰ ἀπαιτήσῃ κατὰ μετριώτερον ὑπολογισμὸν χρόνον 15—20 ἡμερῶν κατὰ τὸ διάστημα τῶν ὁποίων ἡ ἐπιτροπὴ θὰ συνέρχεται τρεῖς τῆς ἑβδομάδος ἥτοι κατὰ Δευτέραν, Τετάρτην καὶ Παρασκευήν ἵνα λαμβάνῃ γνῶσιν τῆς γενομένης ἐργασίας. bbox=[1247, 86, 1484, 318]
migrants-title-2: ΤΩΝ ΜΕΤΑΝΑΣΤΩΝ bbox=[43, 1768, 232, 1827]
legislative-paragraph: Διὰ τοῦ νομοσχεδίου τούτου δίδεται εἰς τὴν Κυβέρνησιν τὸ δικαίωμα νὰ διορίζῃ εἰδικοὺς ὑποφύλακας πρὸς φύλαξιν τῶν ἀγρῶν καὶ τῶν ἀμπέλων. bbox=[1108, 2030, 1484, 2078]
legislative-paragraph: Τὰ ἐν Φιλιππουπόλει Ζαρίφεια καλούμενα διδασκαλεῖα διετηροῦντο δαπάναις τῆς οἰκογενείας Ζαρίφη. bbox=[1108, 2199, 1484, 2231]
notice-number: Ἀρ. π. 1865 bbox=[250, 1853, 311, 1866]
girls-school-signature: Ἡ Διεύθυνσις bbox=[612, 1084, 696, 1099]
newspaper-title: ΕΜΠΡΟΣ bbox=[635, 40, 883, 73]
